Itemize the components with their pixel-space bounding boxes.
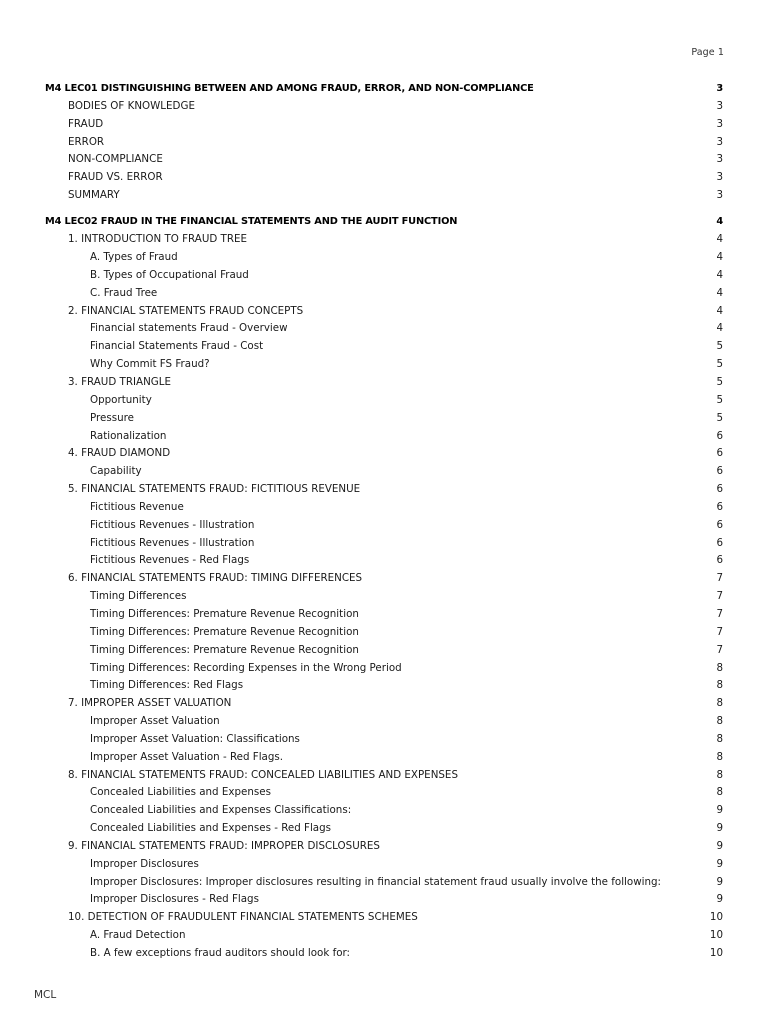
- toc-entry[interactable]: [45, 874, 723, 892]
- toc-entry[interactable]: [45, 660, 723, 678]
- toc-entry-title: 5. FINANCIAL STATEMENTS FRAUD: FICTITIOUS REVENUE: [68, 483, 361, 496]
- toc-entry-page: 6: [716, 518, 723, 531]
- toc-entry-page: 4: [716, 268, 723, 281]
- toc-entry-title: NON-COMPLIANCE: [68, 153, 163, 166]
- toc-entry[interactable]: [45, 945, 723, 963]
- toc-entry-page: 3: [716, 117, 723, 130]
- toc-entry[interactable]: [45, 249, 723, 267]
- toc-entry[interactable]: [45, 695, 723, 713]
- toc-entry-page: 7: [716, 625, 723, 638]
- toc-entry-page: 9: [716, 822, 723, 835]
- toc-entry-page: 8: [716, 715, 723, 728]
- toc-entry-page: 3: [716, 83, 723, 94]
- toc-entry[interactable]: [45, 356, 723, 374]
- toc-entry-title: A. Types of Fraud: [90, 251, 178, 264]
- toc-entry-page: 8: [716, 697, 723, 710]
- toc-entry-title: Fictitious Revenues - Illustration: [90, 518, 255, 531]
- toc-entry[interactable]: [45, 731, 723, 749]
- toc-entry-page: 4: [716, 322, 723, 335]
- toc-entry-page: 3: [716, 171, 723, 184]
- toc-entry[interactable]: [45, 891, 723, 909]
- toc-entry[interactable]: [45, 677, 723, 695]
- toc-entry[interactable]: [45, 713, 723, 731]
- toc-entry-page: 4: [716, 304, 723, 317]
- toc-entry[interactable]: [45, 820, 723, 838]
- toc-entry-title: M4 LEC01 DISTINGUISHING BETWEEN AND AMONG FRAUD, ERROR, AND NON-COMPLIANCE: [45, 83, 534, 94]
- toc-entry-page: 7: [716, 572, 723, 585]
- toc-entry-page: 6: [716, 429, 723, 442]
- toc-entry[interactable]: [45, 428, 723, 446]
- toc-entry-page: 5: [716, 393, 723, 406]
- toc-entry-page: 6: [716, 447, 723, 460]
- toc-entry[interactable]: [45, 303, 723, 321]
- toc-entry-title: Concealed Liabilities and Expenses: [90, 786, 271, 799]
- toc-entry-title: Timing Differences: Recording Expenses in the Wrong Period: [90, 661, 402, 674]
- toc-entry[interactable]: [45, 445, 723, 463]
- toc-entry-title: Timing Differences: Red Flags: [90, 679, 244, 692]
- toc-entry[interactable]: [45, 535, 723, 553]
- toc-entry[interactable]: [45, 624, 723, 642]
- toc-entry-title: B. Types of Occupational Fraud: [90, 268, 249, 281]
- toc-entry-page: 6: [716, 483, 723, 496]
- toc-entry[interactable]: [45, 151, 723, 169]
- toc-entry-title: Improper Asset Valuation: Classifications: [90, 732, 300, 745]
- toc-entry-title: Timing Differences: Premature Revenue Recognition: [90, 625, 359, 638]
- toc-entry-page: 6: [716, 500, 723, 513]
- toc-entry-title: Concealed Liabilities and Expenses Classifications:: [90, 804, 352, 817]
- toc-entry-title: Timing Differences: Premature Revenue Recognition: [90, 643, 359, 656]
- toc-entry-title: Capability: [90, 465, 142, 478]
- toc-entry-title: 6. FINANCIAL STATEMENTS FRAUD: TIMING DIFFERENCES: [68, 572, 363, 585]
- toc-entry-title: FRAUD VS. ERROR: [68, 171, 163, 184]
- toc-entry[interactable]: [45, 517, 723, 535]
- toc-entry-title: Improper Disclosures - Red Flags: [90, 893, 259, 906]
- toc-entry-title: FRAUD: [68, 117, 104, 130]
- toc-section-heading[interactable]: [45, 80, 723, 98]
- toc-entry[interactable]: [45, 570, 723, 588]
- toc-entry-page: 6: [716, 536, 723, 549]
- toc-entry[interactable]: [45, 320, 723, 338]
- toc-entry-title: Improper Asset Valuation - Red Flags.: [90, 750, 284, 763]
- toc-entry-title: 2. FINANCIAL STATEMENTS FRAUD CONCEPTS: [68, 304, 304, 317]
- toc-entry-page: 3: [716, 135, 723, 148]
- toc-entry[interactable]: [45, 802, 723, 820]
- toc-entry-page: 4: [716, 286, 723, 299]
- toc-entry-page: 8: [716, 786, 723, 799]
- toc-entry[interactable]: [45, 499, 723, 517]
- toc-entry[interactable]: [45, 410, 723, 428]
- toc-entry-page: 9: [716, 804, 723, 817]
- toc-entry-page: 5: [716, 376, 723, 388]
- toc-entry-title: Why Commit FS Fraud?: [90, 358, 210, 371]
- toc-entry[interactable]: [45, 481, 723, 499]
- toc-entry[interactable]: [45, 909, 723, 927]
- toc-entry-title: 4. FRAUD DIAMOND: [68, 447, 171, 460]
- toc-entry-title: 3. FRAUD TRIANGLE: [68, 376, 171, 388]
- toc-entry-page: 7: [716, 607, 723, 620]
- toc-entry-title: B. A few exceptions fraud auditors should look for:: [90, 947, 351, 959]
- toc-entry-title: Improper Disclosures: Improper disclosures resulting in financial statement fraud usually involve the following:: [90, 875, 662, 888]
- toc-entry-title: Timing Differences: [90, 590, 187, 603]
- footer-text: MCL: [34, 989, 57, 1001]
- toc-entry-page: 5: [716, 340, 723, 353]
- toc-entry-page: 3: [716, 153, 723, 166]
- toc-entry[interactable]: [45, 267, 723, 285]
- toc-entry[interactable]: [45, 856, 723, 874]
- toc-entry-page: 6: [716, 554, 723, 567]
- toc-entry-title: A. Fraud Detection: [90, 929, 186, 942]
- toc-entry[interactable]: [45, 169, 723, 187]
- toc-entry-page: 10: [709, 929, 723, 942]
- toc-entry-page: 5: [716, 411, 723, 424]
- toc-entry-title: Concealed Liabilities and Expenses - Red Flags: [90, 822, 332, 835]
- toc-entry-title: ERROR: [68, 135, 105, 148]
- toc-entry-title: 8. FINANCIAL STATEMENTS FRAUD: CONCEALED LIABILITIES AND EXPENSES: [68, 768, 458, 781]
- toc-entry-title: 10. DETECTION OF FRAUDULENT FINANCIAL STATEMENTS SCHEMES: [68, 911, 418, 924]
- toc-entry-page: 9: [716, 839, 723, 852]
- toc-entry-page: 8: [716, 732, 723, 745]
- toc-entry[interactable]: [45, 767, 723, 785]
- toc-entry[interactable]: [45, 98, 723, 116]
- toc-entry-page: 3: [716, 99, 723, 112]
- toc-entry-title: Opportunity: [90, 393, 152, 406]
- toc-entry-title: Timing Differences: Premature Revenue Recognition: [90, 607, 359, 620]
- toc-entry-page: 7: [716, 590, 723, 603]
- toc-entry[interactable]: [45, 463, 723, 481]
- toc-entry-page: 9: [716, 875, 723, 888]
- toc-entry[interactable]: [45, 231, 723, 249]
- toc-entry-title: 7. IMPROPER ASSET VALUATION: [68, 697, 232, 710]
- toc-entry[interactable]: [45, 285, 723, 303]
- toc-entry[interactable]: [45, 116, 723, 134]
- toc-entry[interactable]: [45, 606, 723, 624]
- toc-section-heading[interactable]: [45, 213, 723, 231]
- toc-entry-page: 4: [716, 233, 723, 246]
- toc-entry-title: 1. INTRODUCTION TO FRAUD TREE: [68, 233, 248, 246]
- toc-entry-page: 4: [716, 216, 723, 228]
- toc-entry-title: C. Fraud Tree: [90, 286, 158, 299]
- toc-entry-page: 5: [716, 358, 723, 371]
- toc-entry-page: 8: [716, 661, 723, 674]
- toc-entry-page: 10: [709, 911, 723, 924]
- toc-entry-title: Fictitious Revenues - Red Flags: [90, 554, 250, 567]
- toc-entry[interactable]: [45, 552, 723, 570]
- toc-entry-title: SUMMARY: [68, 189, 120, 202]
- toc-entry[interactable]: [45, 838, 723, 856]
- page-number: Page 1: [691, 47, 724, 58]
- toc-entry-page: 4: [716, 251, 723, 264]
- toc-entry[interactable]: [45, 338, 723, 356]
- toc-entry[interactable]: [45, 784, 723, 802]
- toc-entry-title: Financial Statements Fraud - Cost: [90, 340, 264, 353]
- toc-entry[interactable]: [45, 187, 723, 205]
- toc-entry[interactable]: [45, 749, 723, 767]
- toc-entry-page: 3: [716, 189, 723, 202]
- toc-entry-page: 8: [716, 750, 723, 763]
- toc-entry-page: 8: [716, 679, 723, 692]
- toc-entry[interactable]: [45, 134, 723, 152]
- toc-entry-title: Improper Asset Valuation: [90, 715, 220, 728]
- toc-entry-title: M4 LEC02 FRAUD IN THE FINANCIAL STATEMENTS AND THE AUDIT FUNCTION: [45, 216, 458, 228]
- toc-entry-title: Rationalization: [90, 429, 167, 442]
- toc-entry-title: Fictitious Revenues - Illustration: [90, 536, 255, 549]
- toc-entry[interactable]: [45, 392, 723, 410]
- toc-entry-title: Financial statements Fraud - Overview: [90, 322, 288, 335]
- toc-entry-title: Improper Disclosures: [90, 857, 199, 870]
- toc-entry-title: Fictitious Revenue: [90, 500, 184, 513]
- toc-entry-page: 10: [709, 947, 723, 959]
- toc-entry-page: 9: [716, 857, 723, 870]
- toc-entry-title: 9. FINANCIAL STATEMENTS FRAUD: IMPROPER DISCLOSURES: [68, 839, 380, 852]
- toc-entry-page: 9: [716, 893, 723, 906]
- toc-entry[interactable]: [45, 588, 723, 606]
- toc-entry[interactable]: [45, 642, 723, 660]
- toc-entry[interactable]: [45, 927, 723, 945]
- toc-entry-title: BODIES OF KNOWLEDGE: [68, 99, 195, 112]
- toc-entry[interactable]: [45, 374, 723, 392]
- toc-entry-page: 8: [716, 768, 723, 781]
- toc-entry-title: Pressure: [90, 411, 134, 424]
- toc-entry-page: 6: [716, 465, 723, 478]
- toc-entry-page: 7: [716, 643, 723, 656]
- table-of-contents: [45, 80, 723, 963]
